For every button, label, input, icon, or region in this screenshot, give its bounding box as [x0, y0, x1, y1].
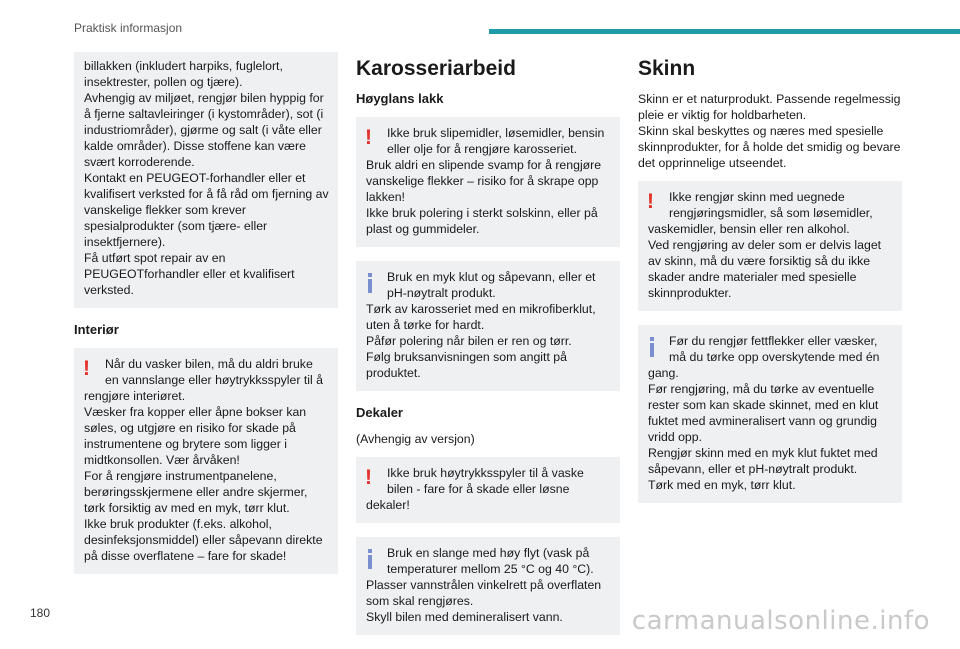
header-accent-bar	[489, 29, 960, 34]
exclamation-warning-icon: !	[365, 466, 372, 489]
decals-info-box	[356, 537, 620, 635]
leather-warning-text: vaskemidler, bensin eller ren alkohol. Ved rengjøring av deler som er delvis laget av skinn, må du være forsiktig så du ikke skader andre materialer med spesielle skinnprodukter.	[648, 222, 882, 300]
info-icon	[368, 273, 372, 295]
interior-heading: Interiør	[74, 322, 119, 337]
watermark: carmanualsonline.info	[631, 606, 930, 636]
leather-info-text: gang. Før rengjøring, må du tørke av eventuelle rester som kan skade skinnet, med en klut fuktet med avmineralisert vann og grundig vridd opp. Rengjør skinn med en myk klut fuktet med såpevann, eller et pH-nøytralt produkt. Tørk med en myk, tørr klut.	[648, 366, 879, 492]
info-icon	[650, 337, 654, 359]
decals-warning-box	[356, 457, 620, 523]
interior-warning-lead: Når du vasker bilen, må du aldri bruke en vannslange eller høytrykksspyler til å	[105, 357, 324, 387]
gloss-info-lead: Bruk en myk klut og såpevann, eller et pH-nøytralt produkt.	[387, 270, 596, 300]
exclamation-warning-icon: !	[83, 357, 90, 380]
gloss-paint-heading: Høyglans lakk	[356, 91, 444, 106]
gloss-warning-text: Bruk aldri en slipende svamp for å rengjøre vanskelige flekker – risiko for å skrape opp lakken! Ikke bruk polering i sterkt solskinn, eller på plast og gummideler.	[366, 158, 602, 236]
decals-note: (Avhengig av versjon)	[356, 432, 475, 446]
column-1	[74, 52, 338, 588]
leather-info-lead: Før du rengjør fettflekker eller væsker, må du tørke opp overskytende med én	[669, 334, 880, 364]
info-icon	[368, 549, 372, 571]
interior-warning-box	[74, 348, 338, 574]
decals-warning-lead: Ikke bruk høytrykksspyler til å vaske bilen - fare for å skade eller løsne	[387, 466, 584, 496]
leather-title: Skinn	[638, 57, 696, 80]
section-title: Praktisk informasjon	[74, 21, 183, 35]
decals-warning-text: dekaler!	[366, 498, 410, 512]
exclamation-warning-icon: !	[365, 126, 372, 149]
cleaning-info-box	[74, 52, 338, 308]
page-number: 180	[30, 606, 51, 620]
bodywork-title: Karosseriarbeid	[356, 57, 516, 80]
decals-info-lead: Bruk en slange med høy flyt (vask på temperaturer mellom 25 °C og 40 °C).	[387, 546, 594, 576]
gloss-info-text: Tørk av karosseriet med en mikrofiberklut, uten å tørke for hardt. Påfør polering når bilen er ren og tørr. Følg bruksanvisningen som angitt på produktet.	[366, 302, 596, 380]
gloss-warning-box	[356, 117, 620, 247]
column-2	[356, 52, 620, 649]
gloss-info-box	[356, 261, 620, 391]
decals-heading: Dekaler	[356, 405, 403, 420]
leather-warning-lead: Ikke rengjør skinn med uegnede rengjøringsmidler, så som løsemidler,	[669, 190, 873, 220]
leather-info-box	[638, 325, 902, 503]
column-3	[638, 52, 902, 517]
gloss-warning-lead: Ikke bruk slipemidler, løsemidler, bensin eller olje for å rengjøre karosseriet.	[387, 126, 605, 156]
decals-info-text: Plasser vannstrålen vinkelrett på overflaten som skal rengjøres. Skyll bilen med demineralisert vann.	[366, 578, 602, 624]
cleaning-info-text: billakken (inkludert harpiks, fuglelort, insektrester, pollen og tjære). Avhengig av miljøet, rengjør bilen hyppig for å fjerne saltavleiringer (i kystområder), sot (i industriområder), gjørme og salt (i våte eller kalde områder). Disse stoffene kan være svært korroderende. Kontakt en PEUGEOT-forhandler eller et kvalifisert verksted for å få råd om fjerning av vanskelige flekker som krever spesialprodukter (som tjære- eller insektfjernere). Få utført spot repair av en PEUGEOTforhandler eller et kvalifisert verksted.	[84, 59, 329, 297]
interior-warning-text: rengjøre interiøret. Væsker fra kopper eller åpne bokser kan søles, og utgjøre en risiko for skade på instrumentene og brytere som ligger i midtkonsollen. Vær årvåken! For å rengjøre instrumentpanelene, berøringsskjermene eller andre skjermer, tørk forsiktig av med en myk, tørr klut. Ikke bruk produkter (f.eks. alkohol, desinfeksjonsmiddel) eller såpevann direkte på disse overflatene – fare for skade!	[84, 389, 323, 563]
leather-warning-box	[638, 181, 902, 311]
leather-intro: Skinn er et naturprodukt. Passende regelmessig pleie er viktig for holdbarheten. Skinn skal beskyttes og næres med spesielle skinnprodukter, for å holde det smidig og bevare det opprinnelige utseendet.	[638, 92, 901, 170]
exclamation-warning-icon: !	[647, 190, 654, 213]
